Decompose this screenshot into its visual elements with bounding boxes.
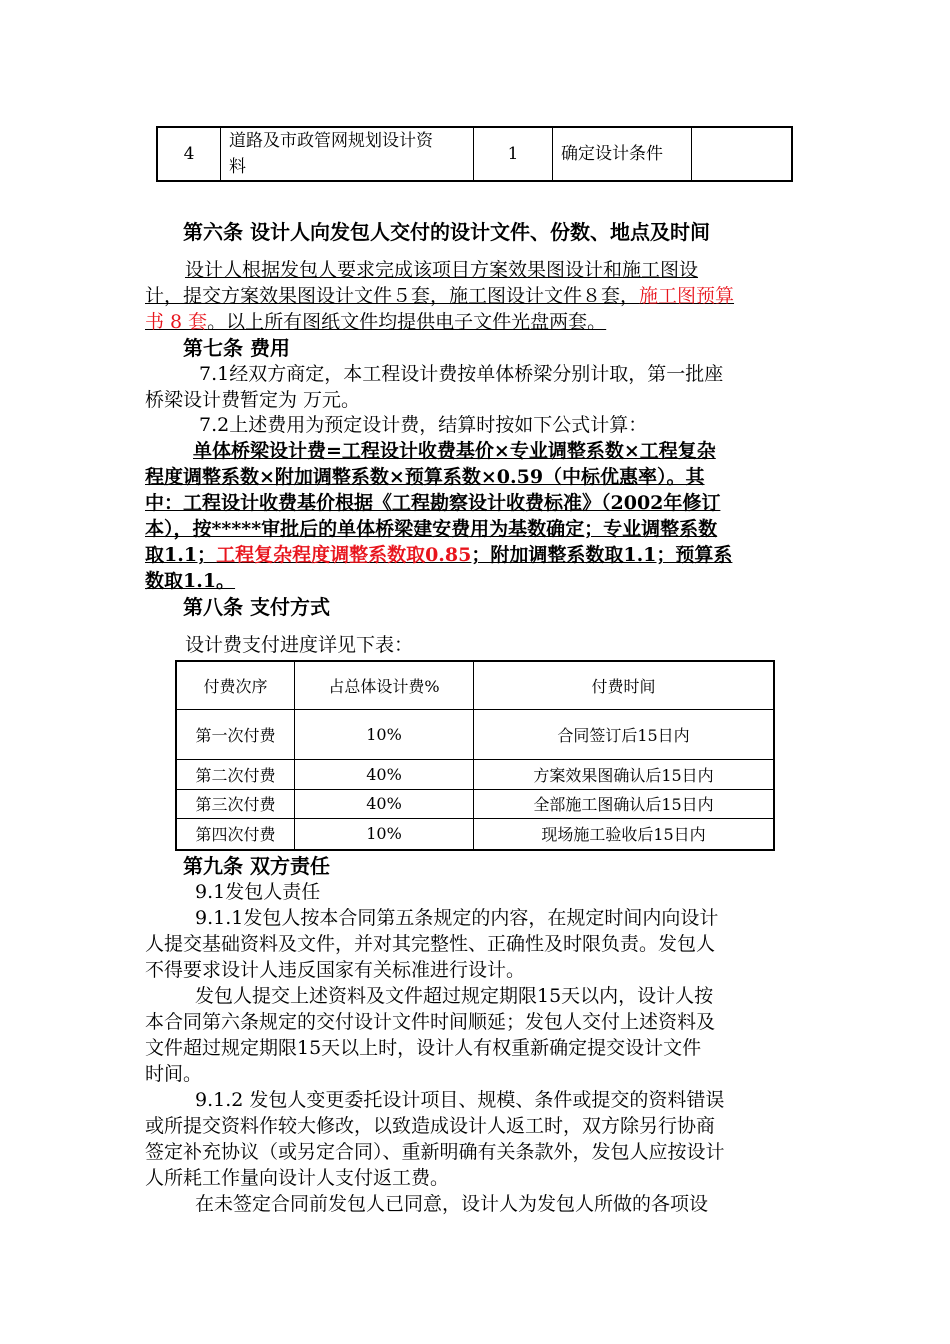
formula-line5-c: ；附加调整系数取1.1；预算系 [471,544,733,566]
table-row [157,127,792,181]
article-7-2: 7.2上述费用为预定设计费，结算时按如下公式计算： [199,414,648,436]
para-late-line1: 发包人提交上述资料及文件超过规定期限15天以内，设计人按 [195,985,714,1007]
header-time: 付费时间 [474,661,775,709]
formula-line5 [145,542,810,568]
para-9-1-2-line3: 签定补充协议（或另定合同）、重新明确有关条款外，发包人应按设计 [145,1141,725,1163]
payment-percent: 10% [295,818,474,850]
para-late-line3: 文件超过规定期限15天以上时，设计人有权重新确定提交设计文件 [145,1037,702,1059]
para-9-1-2-line1: 9.1.2 发包人变更委托设计项目、规模、条件或提交的资料错误 [195,1089,725,1111]
para-9-1-1-line3: 不得要求设计人违反国家有关标准进行设计。 [145,959,526,981]
payment-time: 方案效果图确认后15日内 [474,759,775,789]
item-purpose: 确定设计条件 [553,127,692,181]
item-name-line2: 料 [229,157,246,177]
item-note [692,127,793,181]
article-7-1-line2: 桥梁设计费暂定为 万元。 [145,389,361,411]
payment-percent: 10% [295,709,474,759]
row-number: 4 [157,127,221,181]
payment-percent: 40% [295,789,474,818]
para-9-1-2-line4: 人所耗工作量向设计人支付返工费。 [145,1167,450,1189]
payment-schedule-table [175,660,775,851]
article-6-text-line2-red: 施工图预算 [639,285,735,307]
article-9-heading: 第九条 双方责任 [183,854,330,878]
header-percent: 占总体设计费% [295,661,474,709]
article-8-heading: 第八条 支付方式 [183,595,330,619]
table-row [176,759,774,789]
payment-order: 第四次付费 [176,818,295,850]
item-quantity: 1 [474,127,553,181]
payment-time: 合同签订后15日内 [474,709,775,759]
article-6-text-line3-red: 书 8 套 [145,311,208,333]
payment-percent: 40% [295,759,474,789]
article-7-1-line1: 7.1经双方商定，本工程设计费按单体桥梁分别计取，第一批座 [199,363,724,385]
section-9-1-title: 9.1发包人责任 [195,881,321,903]
para-9-1-2-line2: 或所提交资料作较大修改，以致造成设计人返工时，双方除另行协商 [145,1115,716,1137]
payment-intro: 设计费支付进度详见下表： [185,634,414,656]
table-row [176,818,774,850]
formula-line2: 程度调整系数×附加调整系数×预算系数×0.59（中标优惠率）。其 [145,466,705,488]
formula-line1: 单体桥梁设计费=工程设计收费基价×专业调整系数×工程复杂 [193,440,716,462]
item-name [221,127,474,181]
header-order: 付费次序 [176,661,295,709]
table-row [176,789,774,818]
article-6-text-line2 [145,283,810,309]
formula-line4: 本），按*****审批后的单体桥梁建安费用为基数确定；专业调整系数 [145,518,718,540]
formula-line5-red: 工程复杂程度调整系数取0.85 [216,544,472,566]
article-6-text-line3 [145,309,810,335]
table-row [176,709,774,759]
materials-table [156,126,793,182]
article-6-text-line1: 设计人根据发包人要求完成该项目方案效果图设计和施工图设 [185,259,699,281]
article-6-text-line2-main: 计，提交方案效果图设计文件５套，施工图设计文件８套， [145,285,640,307]
para-late-line2: 本合同第六条规定的交付设计文件时间顺延；发包人交付上述资料及 [145,1011,716,1033]
formula-line6: 数取1.1。 [145,570,236,592]
para-last-line: 在未签定合同前发包人已同意，设计人为发包人所做的各项设 [195,1193,709,1215]
payment-order: 第二次付费 [176,759,295,789]
payment-order: 第一次付费 [176,709,295,759]
payment-time: 现场施工验收后15日内 [474,818,775,850]
table-header-row [176,661,774,709]
article-6-text-line3-main: 。以上所有图纸文件均提供电子文件光盘两套。 [207,311,607,333]
para-late-line4: 时间。 [145,1063,203,1085]
item-name-line1: 道路及市政管网规划设计资 [229,131,433,151]
payment-order: 第三次付费 [176,789,295,818]
article-6-heading: 第六条 设计人向发包人交付的设计文件、份数、地点及时间 [183,220,710,244]
para-9-1-1-line2: 人提交基础资料及文件，并对其完整性、正确性及时限负责。发包人 [145,933,716,955]
formula-line5-a: 取1.1； [145,544,217,566]
payment-time: 全部施工图确认后15日内 [474,789,775,818]
formula-line3: 中：工程设计收费基价根据《工程勘察设计收费标准》（2002年修订 [145,492,721,514]
article-7-heading: 第七条 费用 [183,336,290,360]
para-9-1-1-line1: 9.1.1发包人按本合同第五条规定的内容，在规定时间内向设计 [195,907,719,929]
